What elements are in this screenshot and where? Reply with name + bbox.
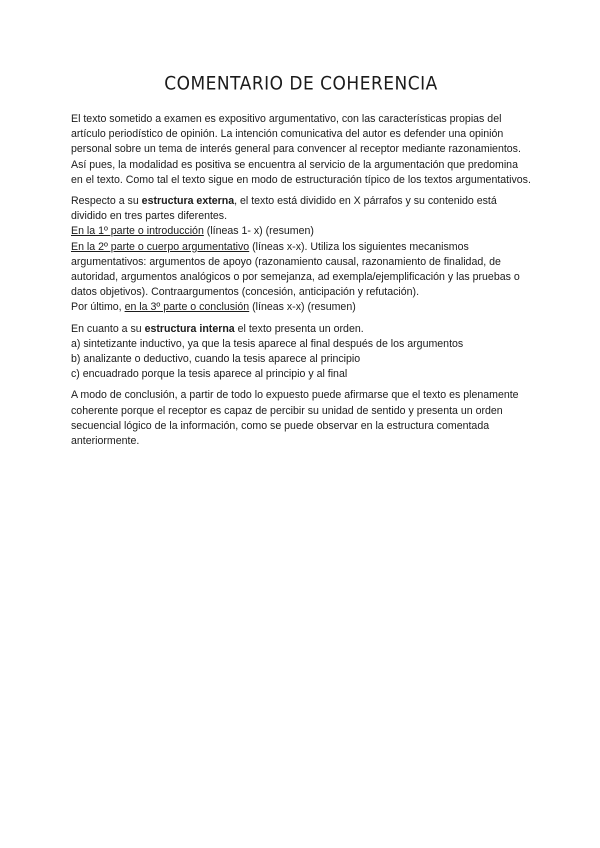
list-item: b) analizante o deductivo, cuando la tesis aparece al principio	[71, 353, 361, 366]
conclusion-paragraph: A modo de conclusión, a partir de todo lo expuesto puede afirmarse que el texto es plenamente coherente porque el receptor es capaz de percibir su unidad de sentido y presenta un orden secuencial lógico de la información, como se puede observar en la estructura comentada anteriormente.	[71, 389, 519, 448]
document-page	[71, 74, 531, 455]
external-structure-paragraph	[71, 194, 531, 316]
part-1-line: En la 1º parte o introducción (líneas 1- x) (resumen)	[71, 225, 314, 238]
document-title: COMENTARIO DE COHERENCIA	[164, 73, 438, 95]
part-2-line: En la 2º parte o cuerpo argumentativo (líneas x-x). Utiliza los siguientes mecanismos argumentativos: argumentos de apoyo (razonamiento causal, razonamiento de finalidad, de autoridad, argumentos analógicos o por semejanza, ad exempla/ejemplificación y las pruebas o datos objetivos). Contraargumentos (concesión, anticipación y refutación).	[71, 240, 520, 299]
list-item: c) encuadrado porque la tesis aparece al principio y al final	[71, 368, 348, 381]
part-3-line: Por último, en la 3º parte o conclusión (líneas x-x) (resumen)	[71, 301, 356, 314]
part-2-label: En la 2º parte o cuerpo argumentativo	[71, 240, 250, 253]
part-1-label: En la 1º parte o introducción	[71, 225, 204, 238]
part-3-label: en la 3º parte o conclusión	[124, 301, 250, 314]
external-structure-intro: Respecto a su estructura externa, el texto está dividido en X párrafos y su contenido está dividido en tres partes diferentes.	[71, 195, 497, 223]
intro-paragraph: El texto sometido a examen es expositivo argumentativo, con las características propias del artículo periodístico de opinión. La intención comunicativa del autor es defender una opinión personal sobre un tema de interés general para convencer al receptor mediante razonamientos. Así pues, la modalidad es positiva se encuentra al servicio de la argumentación que predomina en el texto. Como tal el texto sigue en modo de estructuración típico de los textos argumentativos.	[71, 113, 531, 186]
list-item: a) sintetizante inductivo, ya que la tesis aparece al final después de los argumentos	[71, 337, 464, 350]
internal-structure-intro: En cuanto a su estructura interna el texto presenta un orden.	[71, 322, 364, 335]
internal-structure-bold: estructura interna	[144, 322, 235, 335]
internal-structure-paragraph	[71, 322, 531, 383]
external-structure-bold: estructura externa	[141, 195, 235, 208]
